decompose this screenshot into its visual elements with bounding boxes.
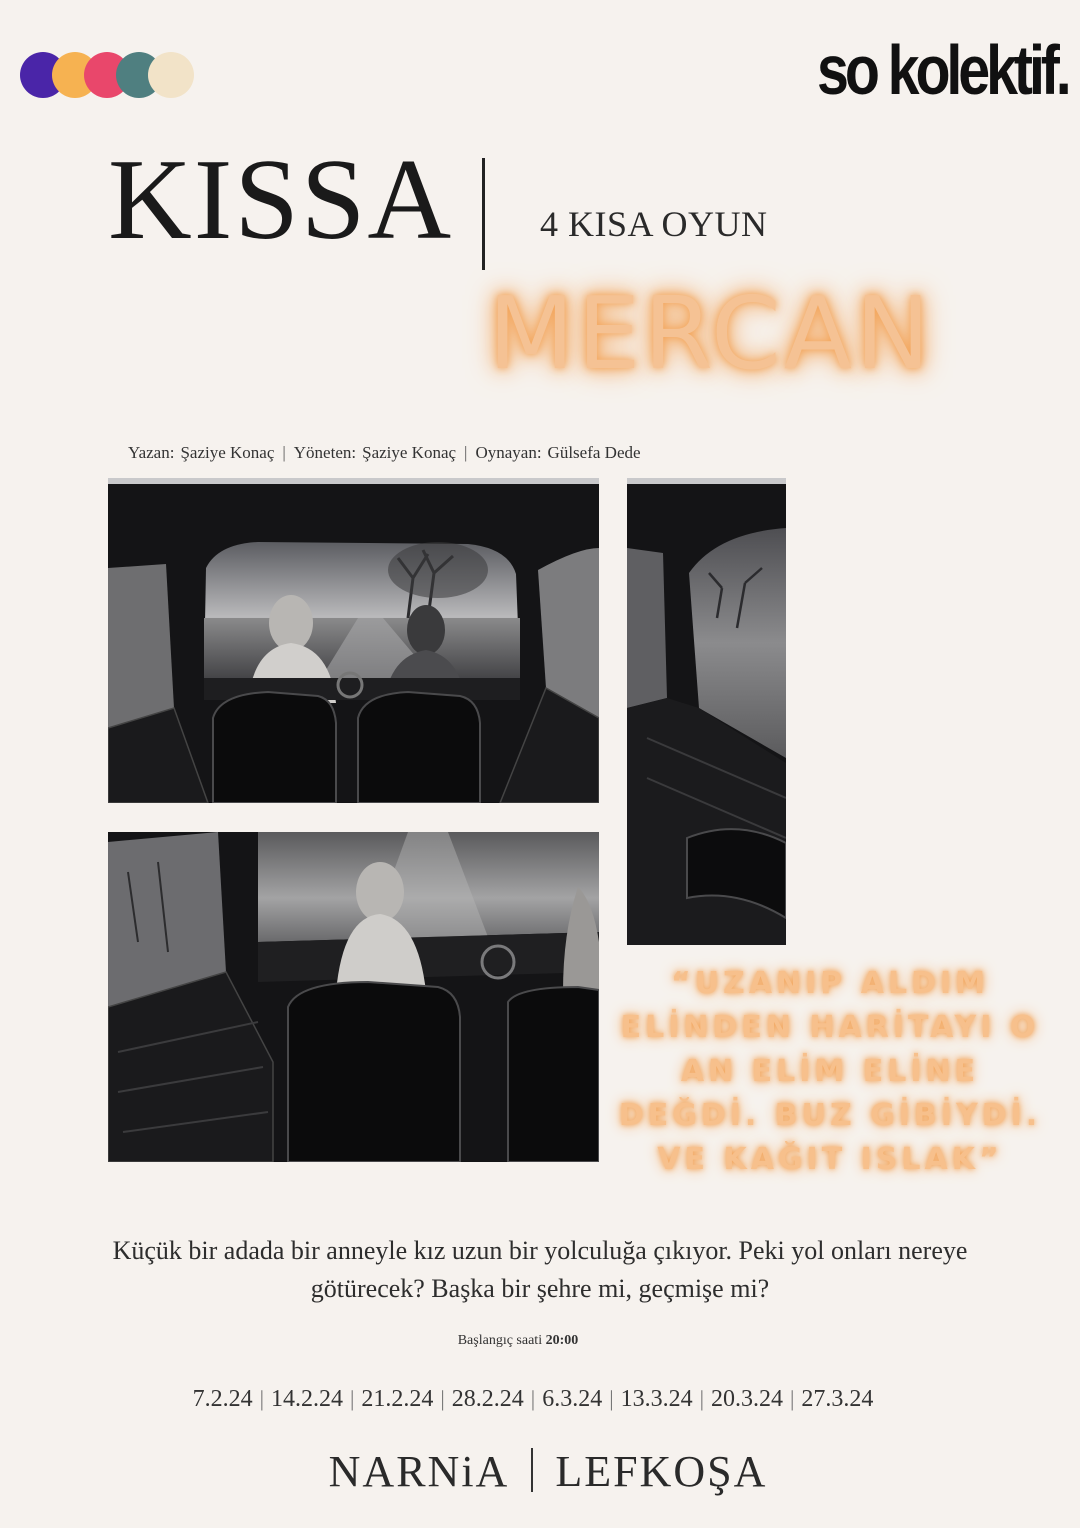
date-separator: | <box>609 1386 614 1411</box>
description: Küçük bir adada bir anneyle kız uzun bir yolculuğa çıkıyor. Peki yol onları nereye götürecek? Başka bir şehre mi, geçmişe mi? <box>112 1236 968 1303</box>
cast-label: Oynayan: <box>475 443 542 462</box>
date-item: 6.3.24 <box>542 1386 603 1412</box>
performance-dates <box>0 1386 1066 1413</box>
credits-line <box>128 443 641 463</box>
subtitle: 4 KISA OYUN <box>540 204 768 244</box>
date-item: 13.3.24 <box>620 1386 693 1412</box>
credits-separator: | <box>464 443 468 462</box>
writer-label: Yazan: <box>128 443 175 462</box>
play-name: MERCAN <box>488 275 934 392</box>
date-separator: | <box>440 1386 445 1411</box>
color-palette-dots <box>20 52 200 100</box>
date-item: 27.3.24 <box>801 1386 874 1412</box>
car-interior-photo-3 <box>108 832 599 1162</box>
director-name: Şaziye Konaç <box>362 443 457 462</box>
date-item: 14.2.24 <box>270 1386 343 1412</box>
date-item: 28.2.24 <box>451 1386 524 1412</box>
director-label: Yöneten: <box>293 443 357 462</box>
title-divider <box>482 158 485 270</box>
start-time-value: 20:00 <box>545 1333 579 1348</box>
venue <box>0 1446 1080 1497</box>
quote-text: “UZANIP ALDIM ELİNDEN HARİTAYI O AN ELİM ELİNE DEĞDİ. BUZ GİBİYDİ. VE KAĞIT ISLAK” <box>618 966 1042 1177</box>
cast-name: Gülsefa Dede <box>547 443 641 462</box>
date-item: 20.3.24 <box>711 1386 784 1412</box>
car-interior-photo-2 <box>627 478 786 945</box>
credits-separator: | <box>282 443 286 462</box>
start-time <box>0 1333 1036 1349</box>
venue-place: NARNiA <box>328 1447 510 1496</box>
date-separator: | <box>699 1386 705 1411</box>
venue-separator <box>531 1448 533 1492</box>
date-separator: | <box>349 1386 355 1411</box>
date-separator: | <box>790 1386 795 1411</box>
date-item: 7.2.24 <box>192 1386 253 1412</box>
car-interior-photo-1 <box>108 478 599 803</box>
page-title: KISSA <box>108 136 454 264</box>
date-item: 21.2.24 <box>361 1386 434 1412</box>
date-separator: | <box>259 1386 264 1411</box>
venue-city: LEFKOŞA <box>555 1447 768 1496</box>
brand-logo: so kolektif. <box>817 31 1068 109</box>
start-time-label: Başlangıç saati <box>457 1333 543 1348</box>
palette-dot <box>148 52 194 98</box>
writer-name: Şaziye Konaç <box>180 443 275 462</box>
date-separator: | <box>530 1386 536 1411</box>
